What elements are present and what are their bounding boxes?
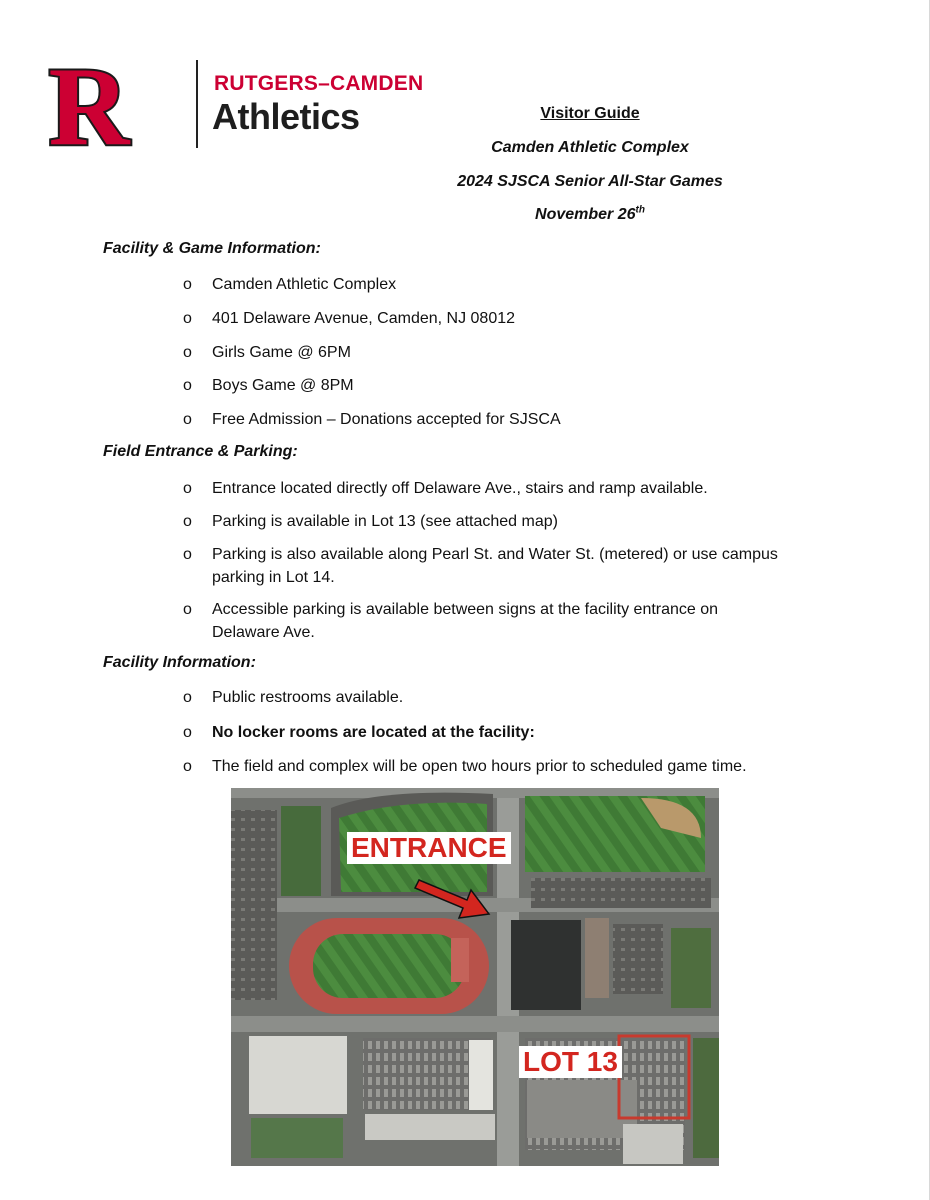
list-item: o Accessible parking is available between signs at the facility entrance on Delaware Ave. [183, 598, 763, 644]
bullet: o [183, 546, 192, 563]
logo-school-name: RUTGERS–CAMDEN [214, 72, 424, 95]
bullet: o [183, 377, 192, 394]
date-text: November 26 [535, 206, 636, 223]
list-item: o Parking is also available along Pearl St. and Water St. (metered) or use campus parking in Lot 14. [183, 543, 803, 589]
logo-department: Athletics [212, 96, 360, 137]
event-heading: 2024 SJSCA Senior All-Star Games [457, 173, 723, 190]
logo-letter: R [48, 58, 130, 150]
bullet: o [183, 724, 192, 741]
bullet: o [183, 513, 192, 530]
bullet: o [183, 276, 192, 293]
venue-heading: Camden Athletic Complex [491, 139, 689, 156]
date-suffix: th [635, 204, 645, 216]
list-item: o Camden Athletic Complex [183, 273, 823, 296]
section-title-facility: Facility Information: [103, 654, 256, 671]
list-item: o Public restrooms available. [183, 686, 823, 709]
bullet: o [183, 601, 192, 618]
map-label-lot-13: LOT 13 [519, 1046, 622, 1078]
r-logo-mark [40, 58, 138, 150]
rutgers-camden-athletics-logo [40, 58, 424, 150]
logo-divider [196, 60, 198, 148]
event-date [440, 206, 740, 224]
list-item: o No locker rooms are located at the facility: [183, 721, 823, 744]
section-title-parking: Field Entrance & Parking: [103, 443, 298, 460]
bullet: o [183, 689, 192, 706]
list-item: o Girls Game @ 6PM [183, 341, 823, 364]
list-item: o Entrance located directly off Delaware Ave., stairs and ramp available. [183, 477, 823, 500]
bullet: o [183, 310, 192, 327]
section-title-game-info: Facility & Game Information: [103, 240, 321, 257]
bullet: o [183, 411, 192, 428]
list-item: o Boys Game @ 8PM [183, 374, 823, 397]
document-title: Visitor Guide [540, 105, 640, 122]
aerial-map [231, 788, 719, 1166]
list-item: o 401 Delaware Avenue, Camden, NJ 08012 [183, 307, 823, 330]
bullet: o [183, 480, 192, 497]
list-item: o Free Admission – Donations accepted for SJSCA [183, 408, 823, 431]
list-item: o The field and complex will be open two hours prior to scheduled game time. [183, 755, 823, 778]
bullet: o [183, 758, 192, 775]
list-item: o Parking is available in Lot 13 (see attached map) [183, 510, 823, 533]
map-label-entrance: ENTRANCE [347, 832, 511, 864]
bullet: o [183, 344, 192, 361]
